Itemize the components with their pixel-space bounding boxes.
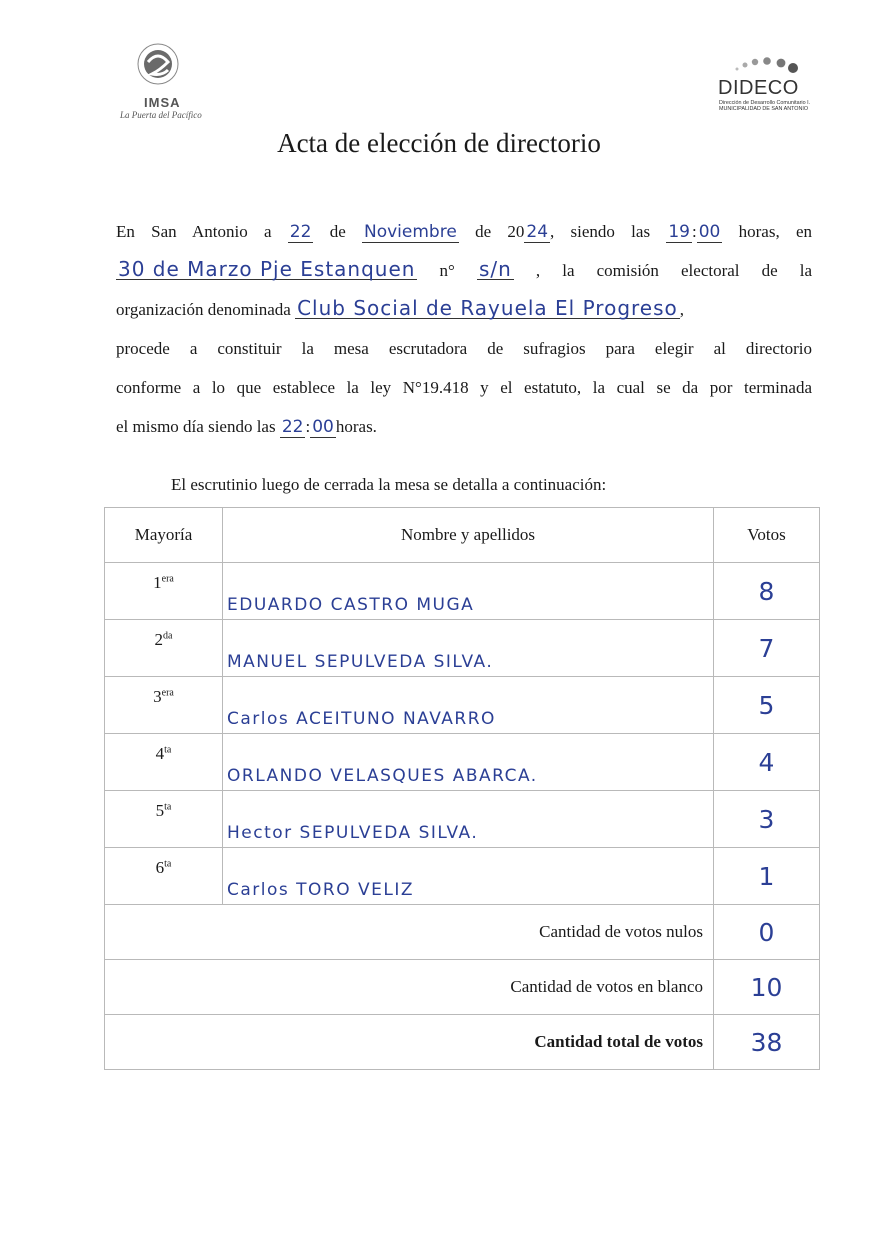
candidate-name-cell — [223, 677, 714, 734]
rank-cell — [105, 734, 223, 791]
table-row — [105, 848, 820, 905]
candidate-name: ORLANDO VELASQUES ABARCA. — [227, 766, 538, 786]
minute-field: 00 — [698, 222, 721, 242]
end-time-separator: : — [305, 417, 311, 436]
day-field: 22 — [289, 222, 312, 242]
rank-cell — [105, 848, 223, 905]
candidate-name: Hector SEPULVEDA SILVA. — [227, 823, 479, 843]
paragraph-line-6 — [116, 407, 812, 446]
address-number-field: s/n — [478, 257, 512, 281]
rank-number: 3 — [153, 687, 162, 706]
table-row — [105, 791, 820, 848]
month-field: Noviembre — [364, 222, 457, 242]
text-siendo-las: , siendo las — [550, 222, 651, 241]
vote-count: 5 — [714, 677, 820, 734]
organization-field: Club Social de Rayuela El Progreso — [297, 296, 678, 320]
total-votes-label: Cantidad total de votos — [105, 1015, 714, 1070]
table-row — [105, 677, 820, 734]
text-horas-en: horas, en — [738, 222, 813, 241]
table-header-row — [105, 508, 820, 563]
rank-number: 1 — [153, 573, 162, 592]
vote-count: 3 — [714, 791, 820, 848]
candidate-name: MANUEL SEPULVEDA SILVA. — [227, 652, 494, 672]
dideco-logo-subtitle: Dirección de Desarrollo Comunitario I. MUNICIPALIDAD DE SAN ANTONIO — [719, 100, 811, 112]
time-separator: : — [691, 222, 697, 241]
text-comision-electoral: , la comisión electoral de la — [535, 261, 813, 280]
rank-suffix: da — [163, 630, 173, 642]
total-votes-row — [105, 1015, 820, 1070]
rank-suffix: era — [161, 687, 174, 699]
paragraph-line-1 — [116, 212, 812, 251]
vote-count: 8 — [714, 563, 820, 620]
text-mismo-dia: el mismo día siendo las — [116, 417, 276, 436]
year-field: 24 — [526, 222, 549, 242]
rank-suffix: era — [161, 573, 174, 585]
votes-table — [104, 507, 820, 1070]
candidate-name-cell — [223, 620, 714, 677]
null-votes-label: Cantidad de votos nulos — [105, 905, 714, 960]
paragraph-line-5: conforme a lo que establece la ley N°19.418 y el estatuto, la cual se da por terminada — [116, 378, 812, 397]
table-row — [105, 734, 820, 791]
candidate-name: Carlos TORO VELIZ — [227, 880, 415, 900]
rank-cell — [105, 620, 223, 677]
null-votes-value: 0 — [714, 905, 820, 960]
document-title: Acta de elección de directorio — [277, 128, 601, 158]
candidate-name-cell — [223, 734, 714, 791]
rank-suffix: ta — [164, 744, 172, 756]
header-votes: Votos — [714, 508, 820, 563]
candidate-name-cell — [223, 563, 714, 620]
text-de: de — [329, 222, 346, 241]
end-minute-field: 00 — [312, 417, 334, 437]
header-rank: Mayoría — [105, 508, 223, 563]
blank-votes-row — [105, 960, 820, 1015]
candidate-name: EDUARDO CASTRO MUGA — [227, 595, 475, 615]
rank-cell — [105, 791, 223, 848]
text-organizacion: organización denominada — [116, 300, 291, 319]
table-row — [105, 563, 820, 620]
rank-suffix: ta — [164, 858, 172, 870]
candidate-name-cell — [223, 848, 714, 905]
rank-number: 4 — [155, 744, 165, 763]
dideco-logo-name: DIDECO — [718, 77, 799, 99]
hour-field: 19 — [668, 222, 690, 242]
candidate-name: Carlos ACEITUNO NAVARRO — [227, 709, 496, 729]
rank-suffix: ta — [164, 801, 172, 813]
vote-count: 1 — [714, 848, 820, 905]
table-row — [105, 620, 820, 677]
vote-count: 4 — [714, 734, 820, 791]
candidate-name-cell — [223, 791, 714, 848]
address-field: 30 de Marzo Pje Estanquen — [118, 257, 416, 281]
imsa-logo-subtitle: La Puerta del Pacífico — [120, 110, 202, 120]
act-paragraph — [116, 212, 812, 446]
total-votes-value: 38 — [714, 1015, 820, 1070]
text-de-20: de 20 — [475, 222, 525, 241]
rank-cell — [105, 677, 223, 734]
null-votes-row — [105, 905, 820, 960]
vote-count: 7 — [714, 620, 820, 677]
text-en-san-antonio: En San Antonio a — [116, 222, 272, 241]
paragraph-line-2 — [116, 251, 812, 290]
end-hour-field: 22 — [281, 417, 304, 437]
paragraph-line-3 — [116, 290, 812, 329]
paragraph-line-4: procede a constituir la mesa escrutadora de sufragios para elegir al directorio — [116, 339, 812, 358]
header-name: Nombre y apellidos — [223, 508, 714, 563]
blank-votes-label: Cantidad de votos en blanco — [105, 960, 714, 1015]
blank-votes-value: 10 — [714, 960, 820, 1015]
text-comma: , — [679, 300, 685, 319]
scrutiny-intro: El escrutinio luego de cerrada la mesa se detalla a continuación: — [171, 475, 607, 494]
rank-cell — [105, 563, 223, 620]
rank-number: 6 — [155, 858, 165, 877]
rank-number: 5 — [155, 801, 165, 820]
text-horas: horas. — [335, 417, 377, 436]
text-numero: n° — [439, 261, 455, 280]
imsa-logo-name: IMSA — [144, 95, 181, 110]
rank-number: 2 — [154, 630, 164, 649]
